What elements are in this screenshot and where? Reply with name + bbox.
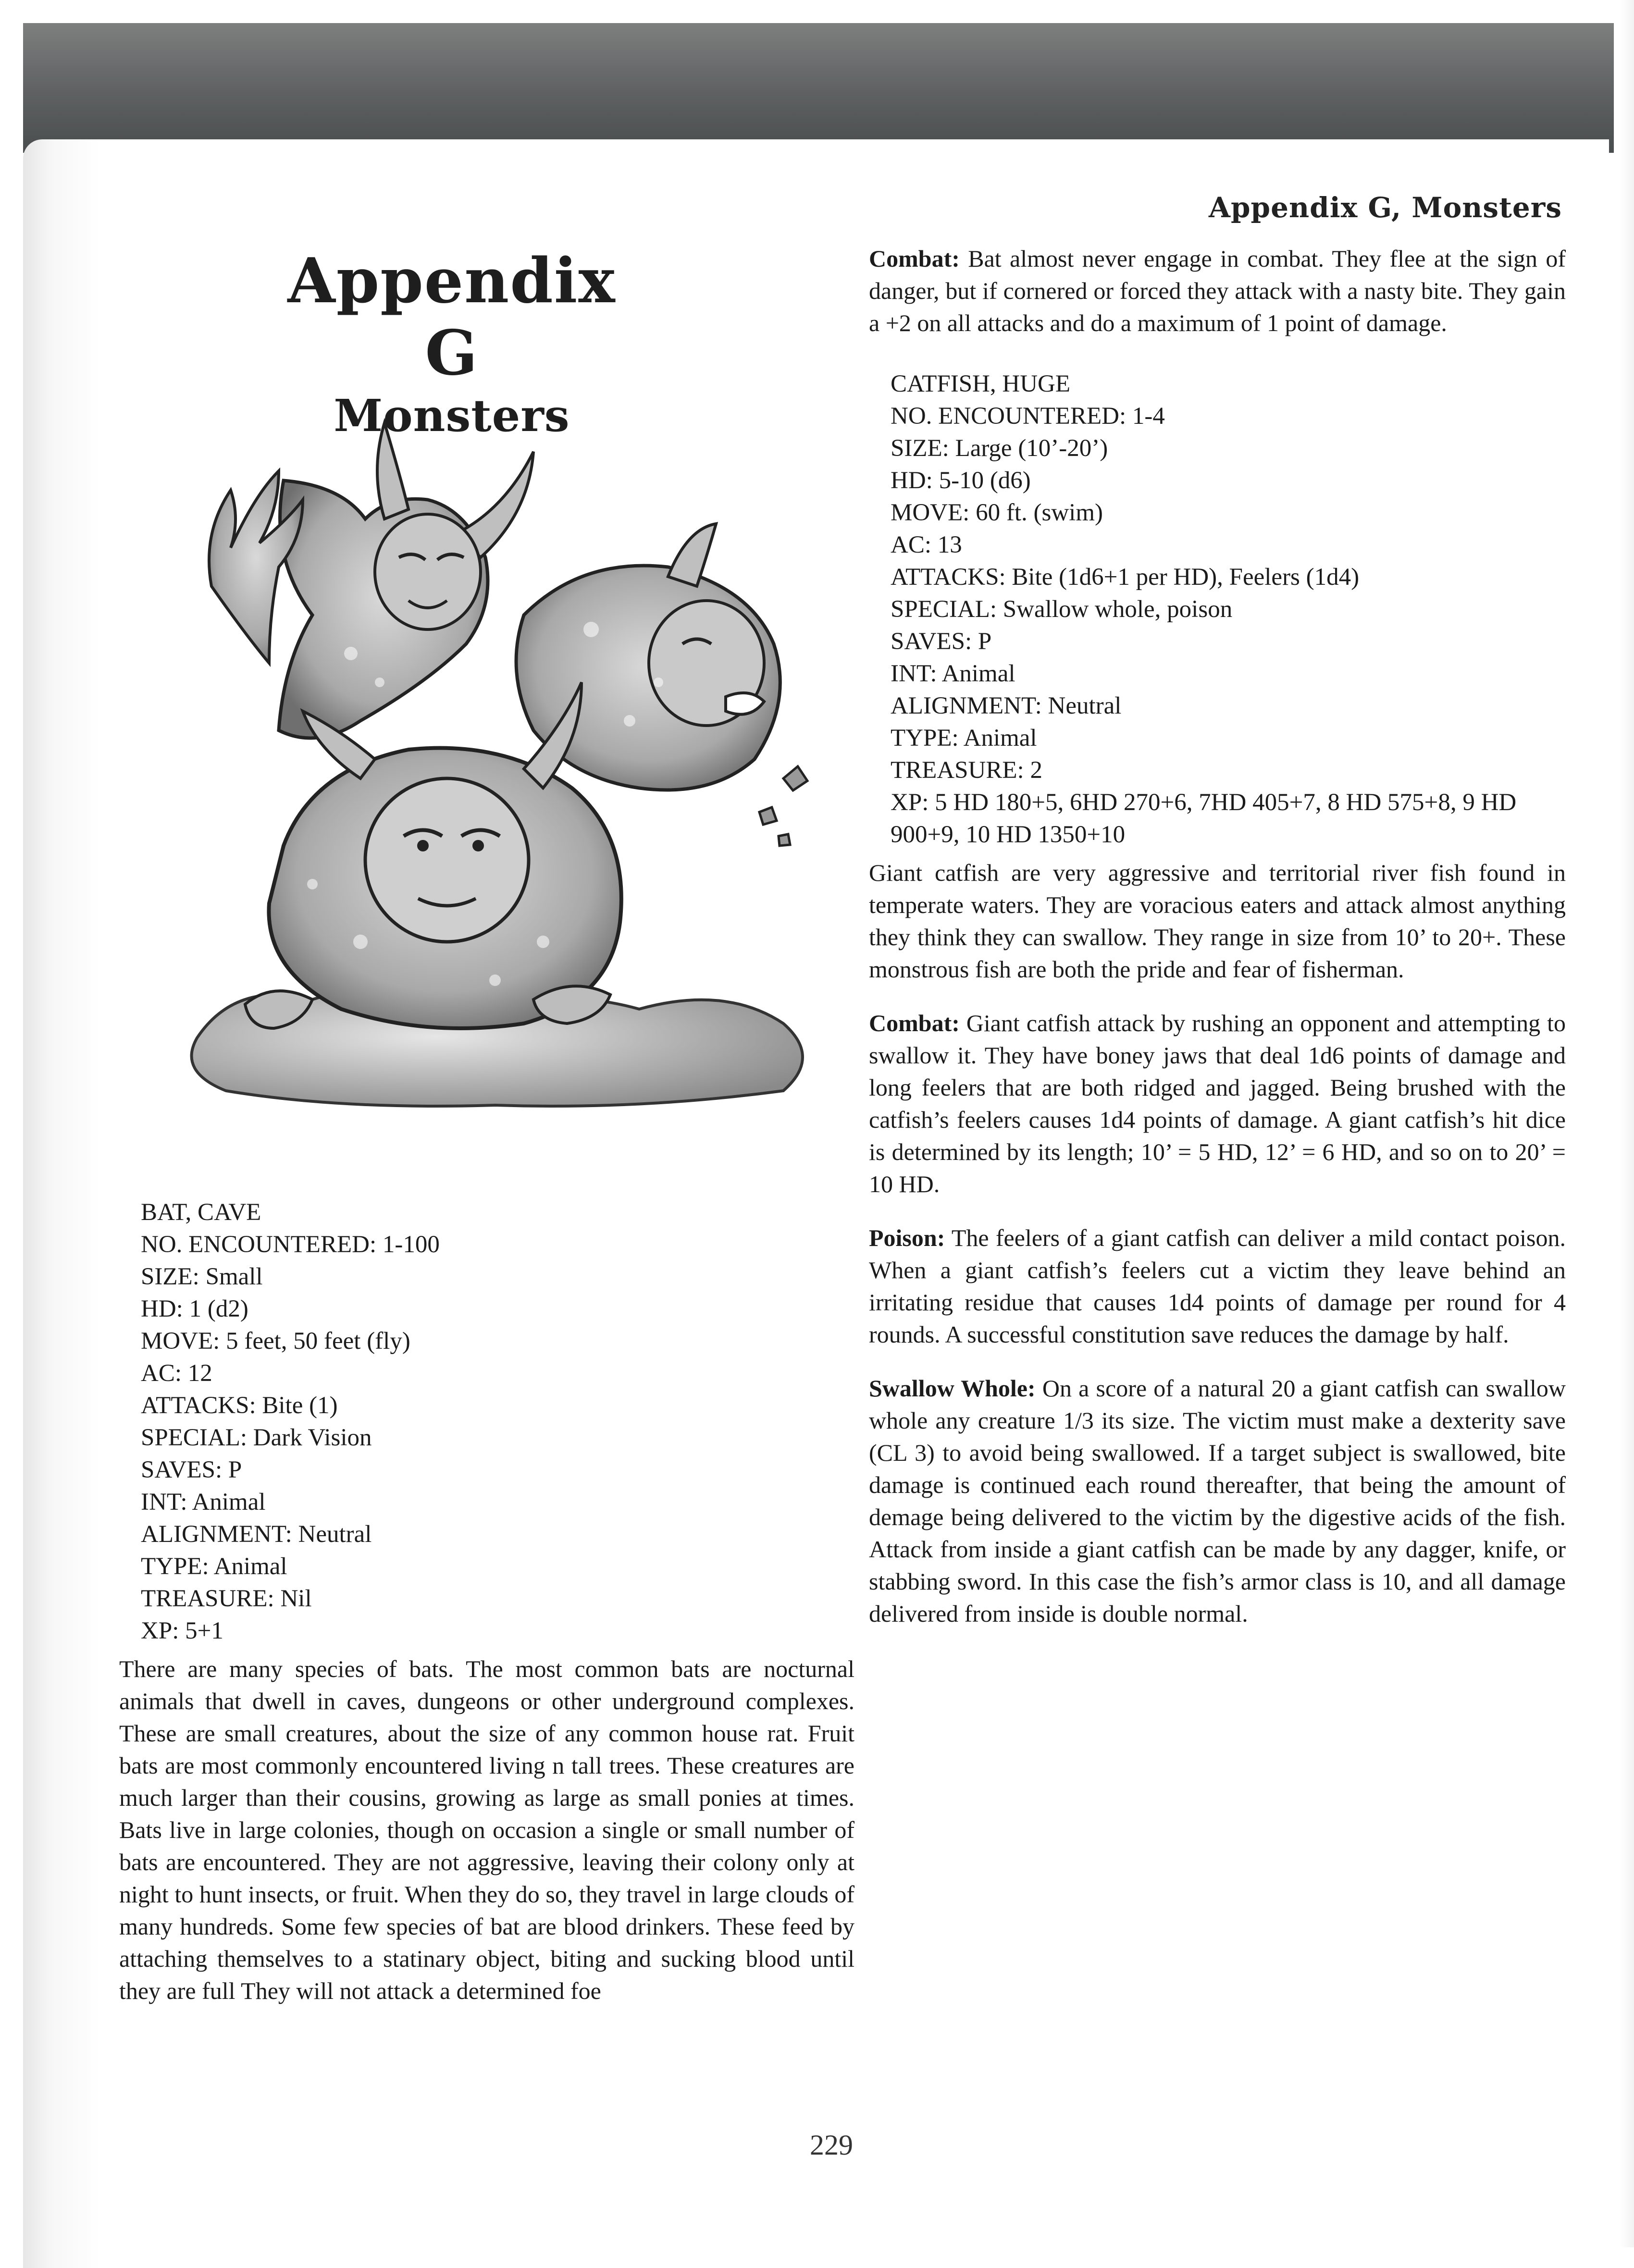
- stat-line: MOVE: 60 ft. (swim): [891, 499, 1103, 526]
- stat-line: SAVES: P: [891, 628, 992, 655]
- book-cover-edge: [23, 23, 1614, 153]
- right-column: [869, 243, 1566, 1652]
- stat-line: TYPE: Animal: [141, 1553, 287, 1580]
- stat-line: SIZE: Small: [141, 1263, 263, 1290]
- stat-line: SPECIAL: Swallow whole, poison: [891, 596, 1233, 623]
- catfish-stat-block: [869, 368, 1566, 851]
- catfish-swallow-paragraph: Swallow Whole: On a score of a natural 20 a giant catfish can swallow whole any creature 1/3 its size. The victim must make a dexterity save (CL 3) to avoid being swallowed. If a target subject is swallowed, bite damage is continued each round thereafter, that being the amount of demage being delivered to the victim by the digestive acids of the fish. Attack from inside a giant catfish can be made by any dagger, knife, or stabbing sword. In this case the fish’s armor class is 10, and all damage delivered from inside is double normal.: [869, 1375, 1566, 1627]
- stat-line: ALIGNMENT: Neutral: [891, 692, 1122, 719]
- stat-line: XP: 5+1: [141, 1617, 223, 1644]
- chapter-title: [250, 245, 654, 442]
- catfish-poison-paragraph: Poison: The feelers of a giant catfish can deliver a mild contact poison. When a giant catfish’s feelers cut a victim they leave behind an irritating residue that causes 1d4 points of damage per round for 4 rounds. A successful constitution save reduces the damage by half.: [869, 1224, 1566, 1348]
- stat-line: TYPE: Animal: [891, 725, 1037, 752]
- stat-line: HD: 5-10 (d6): [891, 467, 1031, 494]
- stat-line: ATTACKS: Bite (1): [141, 1392, 338, 1419]
- stat-line: AC: 13: [891, 531, 962, 558]
- stat-line: NO. ENCOUNTERED: 1-4: [891, 403, 1165, 430]
- stat-line: MOVE: 5 feet, 50 feet (fly): [141, 1328, 410, 1355]
- stat-line: CATFISH, HUGE: [891, 370, 1071, 397]
- stat-line: INT: Animal: [891, 660, 1015, 687]
- stat-line: SAVES: P: [141, 1456, 242, 1483]
- stat-line: TREASURE: Nil: [141, 1585, 312, 1612]
- catfish-description: Giant catfish are very aggressive and territorial river fish found in temperate waters. They are voracious eaters and attack almost anything they think they can swallow. They range in size from 10’ to 20+. These monstrous fish are both the pride and fear of fisherman.: [869, 859, 1566, 983]
- stat-line: AC: 12: [141, 1360, 212, 1387]
- running-head: Appendix G, Monsters: [1208, 191, 1562, 224]
- stat-line: ATTACKS: Bite (1d6+1 per HD), Feelers (1d4): [891, 564, 1360, 591]
- stat-line: NO. ENCOUNTERED: 1-100: [141, 1231, 440, 1258]
- stat-line: ALIGNMENT: Neutral: [141, 1521, 372, 1548]
- chapter-title-main: Appendix G: [287, 245, 616, 389]
- page-number: 229: [810, 2129, 853, 2161]
- left-column: [119, 1196, 854, 2029]
- gargoyle-illustration-icon: [159, 413, 860, 1124]
- page-edge-shadow: [1620, 0, 1634, 2247]
- stat-line: SPECIAL: Dark Vision: [141, 1424, 372, 1451]
- stat-line: TREASURE: 2: [891, 757, 1042, 784]
- stat-line: SIZE: Large (10’-20’): [891, 435, 1108, 462]
- bat-stat-block: [119, 1196, 854, 1647]
- stat-line: INT: Animal: [141, 1489, 266, 1516]
- bat-combat-paragraph: Combat: Bat almost never engage in combat. They flee at the sign of danger, but if cornered or forced they attack with a nasty bite. They gain a +2 on all attacks and do a maximum of 1 point of damage.: [869, 245, 1566, 336]
- stat-line: XP: 5 HD 180+5, 6HD 270+6, 7HD 405+7, 8 HD 575+8, 9 HD 900+9, 10 HD 1350+10: [891, 789, 1517, 848]
- chapter-title-sub: Monsters: [334, 390, 570, 442]
- stat-line: HD: 1 (d2): [141, 1295, 248, 1322]
- bat-description: There are many species of bats. The most common bats are nocturnal animals that dwell in caves, dungeons or other underground complexes. These are small creatures, about the size of any common house rat. Fruit bats are most commonly encountered living n tall trees. These creatures are much larger than their cousins, growing as large as small ponies at times. Bats live in large colonies, though on occasion a single or small number of bats are encountered. They are not aggressive, leaving their colony only at night to hunt insects, or fruit. When they do so, they travel in large clouds of many hundreds. Some few species of bat are blood drinkers. These feed by attaching themselves to a statinary object, biting and sucking blood until they are full They will not attack a determined foe: [119, 1655, 854, 2004]
- stat-line: BAT, CAVE: [141, 1199, 261, 1226]
- catfish-combat-paragraph: Combat: Giant catfish attack by rushing an opponent and attempting to swallow it. They have boney jaws that deal 1d6 points of damage and long feelers that are both ridged and jagged. Being brushed with the catfish’s feelers causes 1d4 points of damage. A giant catfish’s hit dice is determined by its length; 10’ = 5 HD, 12’ = 6 HD, and so on to 20’ = 10 HD.: [869, 1010, 1566, 1197]
